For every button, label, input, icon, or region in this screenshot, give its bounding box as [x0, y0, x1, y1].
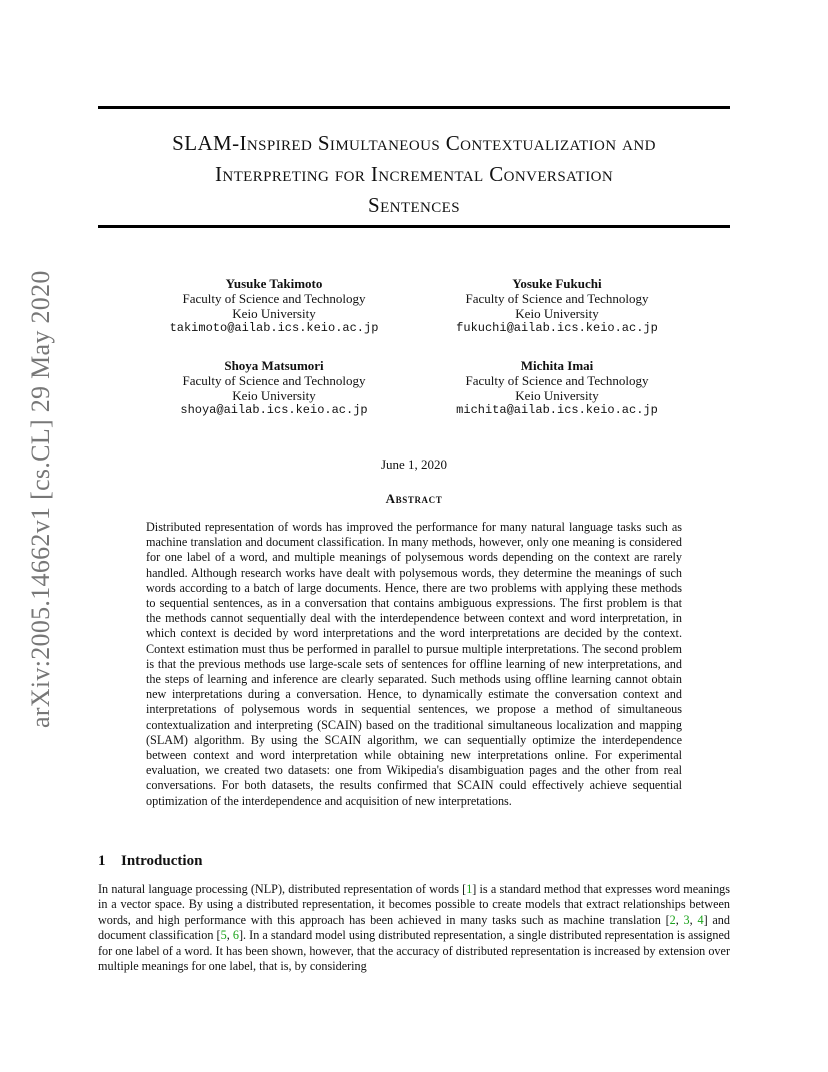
citation-link[interactable]: 3: [683, 912, 690, 927]
intro-text: In natural language processing (NLP), distributed representation of words [: [98, 882, 467, 896]
author-affiliation: Faculty of Science and Technology: [465, 291, 649, 306]
author-name: Yosuke Fukuchi: [512, 276, 602, 291]
abstract-body: Distributed representation of words has improved the performance for many natural language tasks such as machine translation and document classification. In many methods, however, only one meaning is considered for one label of a word, and multiple meanings of polysemous words depending on the context are rarely handled. Although research works have dealt with polysemous words, they determine the meanings of such words according to a batch of large documents. Hence, there are two problems with applying these methods to sequential sentences, as in a conversation that contains ambiguous expressions. The first problem is that the methods cannot sequentially deal with the interdependence between context and word interpretation, in which context is decided by word interpretations and the word interpretations are decided by the context. Context estimation must thus be performed in parallel to pursue multiple interpretations. The second problem is that the previous methods use large-scale sets of sentences for offline learning of new interpretations, and the steps of learning and inference are clearly separated. Such methods using offline learning cannot obtain new interpretations during a conversation. Hence, to dynamically estimate the conversation context and interpretations of polysemous words in sequential sentences, we propose a method of simultaneous contextualization and interpreting (SCAIN) based on the traditional simultaneous localization and mapping (SLAM) algorithm. By using the SCAIN algorithm, we can sequentially optimize the interdependence between context and word interpretation while obtaining new interpretations online. For experimental evaluation, we created two datasets: one from Wikipedia's disambiguation pages and the other from real conversations. For both datasets, the results confirmed that SCAIN could effectively achieve sequential optimization of the interdependence and acquisition of new interpretations.: [146, 520, 682, 808]
section-title: Introduction: [121, 853, 203, 869]
author-block-matsumori: [124, 358, 424, 418]
paper-date: June 1, 2020: [380, 457, 448, 472]
title-line-2: Interpreting for Incremental Conversation: [214, 162, 614, 186]
author-email[interactable]: shoya@ailab.ics.keio.ac.jp: [180, 403, 368, 417]
author-block-takimoto: [124, 276, 424, 336]
author-name: Shoya Matsumori: [224, 358, 324, 373]
citation-link[interactable]: 1: [466, 882, 473, 896]
author-university: Keio University: [232, 306, 316, 321]
author-affiliation: Faculty of Science and Technology: [182, 373, 366, 388]
author-email[interactable]: fukuchi@ailab.ics.keio.ac.jp: [456, 321, 658, 335]
intro-text: ] and document classification [: [98, 912, 730, 943]
author-university: Keio University: [232, 388, 316, 403]
introduction-paragraph: [98, 882, 730, 974]
author-university: Keio University: [515, 306, 599, 321]
citation-link[interactable]: 4: [697, 912, 704, 927]
intro-text: ]. In a standard model using distributed representation, a single distributed representation is assigned for one label of a word. It has been shown, however, that the accuracy of distributed representation is increased by extension over multiple meanings for one label, that is, by considering: [98, 928, 731, 974]
author-name: Michita Imai: [520, 358, 594, 373]
citation-link[interactable]: 2: [669, 912, 676, 927]
citation-separator: ,: [226, 928, 233, 943]
section-number: 1: [98, 853, 106, 869]
author-email[interactable]: michita@ailab.ics.keio.ac.jp: [456, 403, 658, 417]
title-line-1: SLAM-Inspired Simultaneous Contextualization and: [172, 131, 656, 155]
author-affiliation: Faculty of Science and Technology: [465, 373, 649, 388]
citation-link[interactable]: 6: [232, 928, 239, 943]
arxiv-identifier-stamp: arXiv:2005.14662v1 [cs.CL] 29 May 2020: [26, 270, 55, 728]
author-block-fukuchi: [407, 276, 707, 336]
title-bottom-rule: [98, 225, 730, 228]
title-line-3: Sentences: [368, 193, 460, 217]
paper-title: [98, 128, 730, 221]
author-block-imai: [407, 358, 707, 418]
citation-separator: ,: [675, 912, 684, 927]
author-affiliation: Faculty of Science and Technology: [182, 291, 366, 306]
citation-link[interactable]: 5: [220, 928, 227, 943]
title-top-rule: [98, 106, 730, 109]
author-university: Keio University: [515, 388, 599, 403]
section-heading-introduction: [98, 853, 202, 870]
author-email[interactable]: takimoto@ailab.ics.keio.ac.jp: [169, 321, 379, 335]
intro-text: ] is a standard method that expresses word meanings in a vector space. By using a distributed representation, it becomes possible to create models that extract relationships between words, and high performance with this approach has been achieved in many tasks such as machine translation [: [98, 882, 730, 927]
abstract-heading: Abstract: [385, 491, 443, 506]
author-name: Yusuke Takimoto: [225, 276, 323, 291]
citation-separator: ,: [689, 912, 698, 927]
